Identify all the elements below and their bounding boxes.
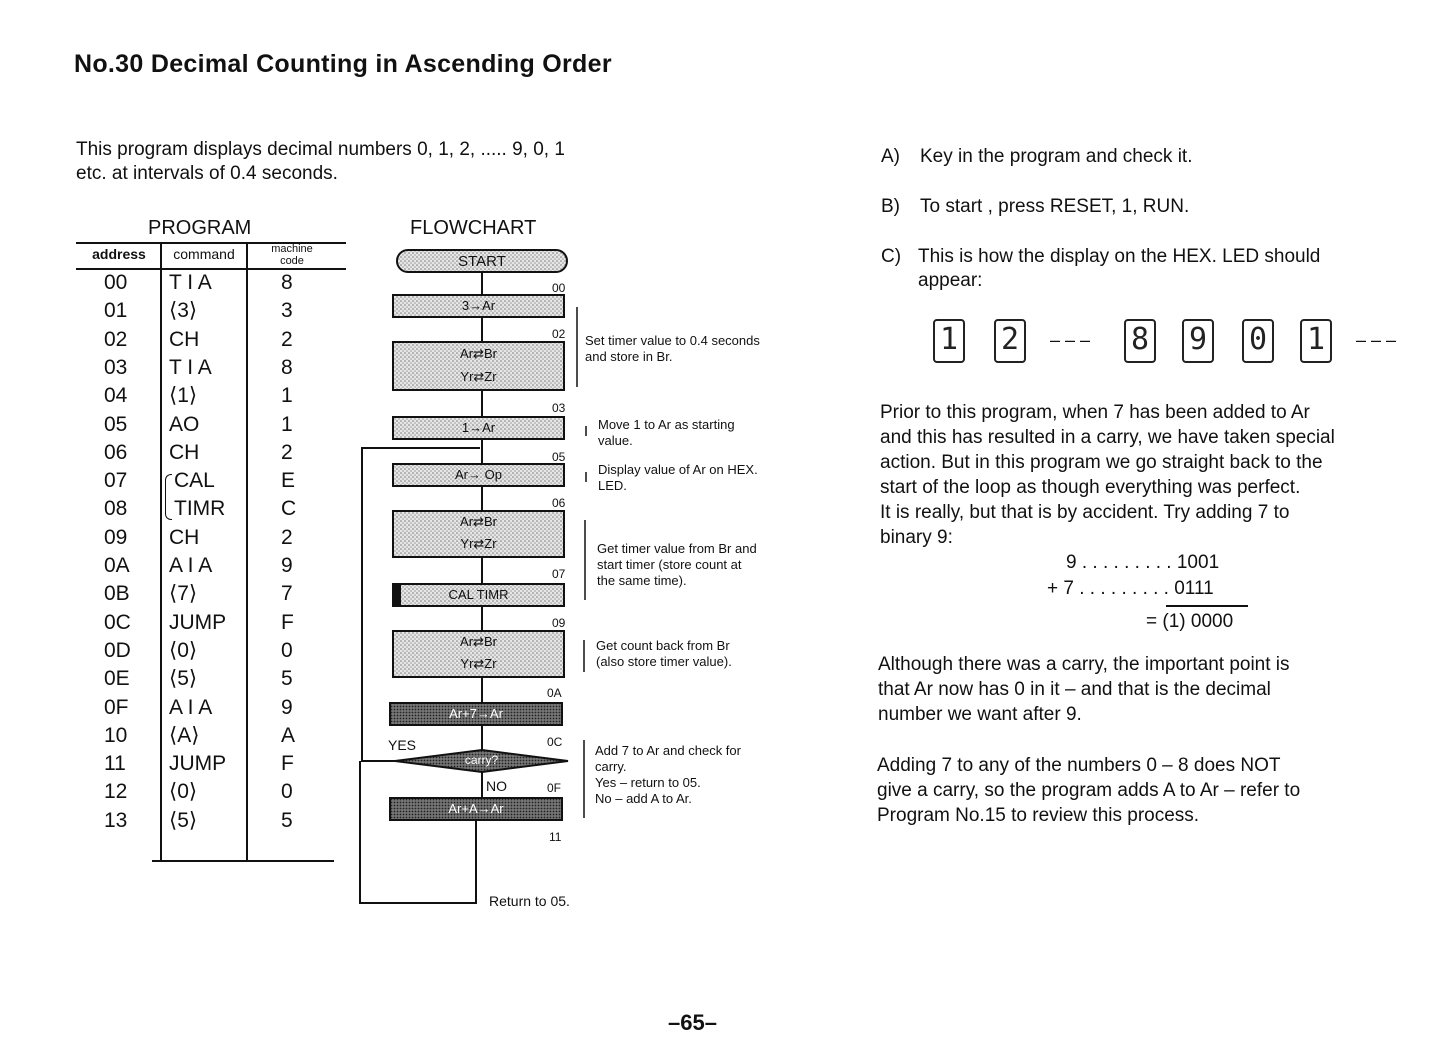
code-cell: F [281,610,294,634]
code-cell: 8 [281,271,293,294]
code-cell: 5 [281,808,293,832]
note-line: Move 1 to Ar as starting [598,417,735,432]
flow-addr-02: 02 [552,327,566,341]
box-cal-timr-label: CAL TIMR [448,587,509,602]
calc-result: = (1) 0000 [1146,611,1234,632]
box-exchange-3-line-2: Yr⇄Zr [460,656,497,671]
code-cell: 5 [281,667,293,691]
led-digit-2: 2 [994,319,1026,363]
led-dash-2: – – – [1356,330,1397,350]
code-cell: 8 [281,355,293,379]
note-line: value. [598,433,633,448]
note-line: and store in Br. [585,349,673,364]
address-cell: 0B [104,582,130,606]
code-cell: 2 [281,525,293,549]
intro-line-1: This program displays decimal numbers 0, 1, 2, ..... 9, 0, 1 [76,139,565,160]
text-line: It is really, but that is by accident. Try adding 7 to [880,502,1290,523]
text-line: number we want after 9. [878,704,1082,725]
calc-rule [1166,605,1248,607]
command-cell: ⟨0⟩ [169,638,198,662]
command-cell: T I A [169,271,212,294]
command-cell: ⟨0⟩ [169,780,198,804]
header-address: address [92,246,146,262]
note-get-count [596,638,732,670]
command-cell: A I A [169,695,213,719]
address-cell: 0E [104,667,130,691]
note-line: Display value of Ar on HEX. [598,462,758,477]
page-number: –65– [668,1010,717,1035]
header-code-line-2: code [280,255,304,267]
command-cell: A I A [169,554,213,577]
note-line: the same time). [597,573,687,588]
return-label: Return to 05. [489,893,570,909]
led-digit-4: 9 [1182,319,1214,363]
led-digit-1: 1 [933,319,965,363]
step-b-text: To start , press RESET, 1, RUN. [920,196,1190,217]
command-cell: T I A [169,355,212,379]
note-get-timer [597,541,757,589]
box-ar-to-op-label: Ar→ Op [455,467,502,482]
address-cell: 02 [104,327,128,351]
box-3-to-ar-label: 3→Ar [461,298,496,313]
flow-addr-03: 03 [552,401,566,415]
text-line: start of the loop as though everything was perfect. [880,477,1301,498]
code-cell: 7 [281,582,293,606]
return-loop-line [360,761,476,903]
text-line: that Ar now has 0 in it – and that is the decimal [878,679,1271,700]
address-cell: 0A [104,554,130,577]
box-exchange-2-line-1: Ar⇄Br [460,514,497,529]
note-line: Get count back from Br [596,638,730,653]
led-dash-1: – – – [1050,330,1091,350]
intro-line-2: etc. at intervals of 0.4 seconds. [76,163,338,184]
address-cell: 11 [104,752,126,776]
flow-addr-11: 11 [549,830,562,844]
command-cell: ⟨3⟩ [169,299,198,323]
flow-addr-09: 09 [552,616,566,630]
calc-row-1: 9 . . . . . . . . . 1001 [1066,552,1220,573]
code-cell: 0 [281,780,293,804]
command-cell: TIMR [174,497,226,521]
command-cell: CH [169,327,200,351]
box-add-a-label: Ar+A→Ar [448,801,504,816]
code-cell: E [281,469,296,493]
note-line: Set timer value to 0.4 seconds [585,333,760,348]
calc-row-2: + 7 . . . . . . . . . 0111 [1047,578,1214,599]
note-line: carry. [595,759,627,774]
step-c-text [918,245,1320,293]
flow-addr-05: 05 [552,450,566,464]
text-line: Adding 7 to any of the numbers 0 – 8 does NOT [877,755,1281,776]
step-c-label: C) [881,246,902,267]
command-cell: CAL [174,469,215,493]
led-digit-3: 8 [1124,319,1156,363]
command-cell: ⟨1⟩ [169,384,198,408]
box-exchange-2-line-2: Yr⇄Zr [460,536,497,551]
text-line: binary 9: [880,527,953,548]
box-1-to-ar-label: 1→Ar [461,420,496,435]
text-line: give a carry, so the program adds A to Ar – refer to [877,780,1301,801]
text-line: Prior to this program, when 7 has been added to Ar [880,402,1310,423]
code-cell: 9 [281,695,293,719]
address-cell: 12 [104,780,128,804]
address-cell: 05 [104,412,128,436]
address-cell: 01 [104,299,128,323]
text-line: Although there was a carry, the important point is [878,654,1290,675]
step-c-line-2: appear: [918,270,983,291]
code-cell: 1 [281,412,293,436]
flow-addr-0c: 0C [547,735,563,749]
program-number: No.30 [74,50,144,78]
code-cell: 3 [281,299,293,323]
address-cell: 03 [104,355,128,379]
address-cell: 0C [104,610,131,634]
step-b-label: B) [881,196,900,217]
command-cell: CH [169,525,200,549]
note-line: Add 7 to Ar and check for [595,743,741,758]
box-exchange-3-line-1: Ar⇄Br [460,634,497,649]
start-label: START [458,253,506,270]
note-move-1 [598,417,812,449]
text-line: Program No.15 to review this process. [877,805,1200,826]
header-command: command [173,246,235,262]
box-add-7-label: Ar+7→Ar [449,706,503,721]
flow-addr-0a: 0A [547,686,562,700]
flow-addr-06: 06 [552,496,566,510]
address-cell: 00 [104,271,128,294]
code-cell: 2 [281,440,293,464]
command-cell: ⟨5⟩ [169,808,198,832]
paragraph-although [878,652,1404,727]
code-cell: F [281,752,294,776]
step-a-text: Key in the program and check it. [920,146,1193,167]
text-line: and this has resulted in a carry, we have taken special [880,427,1335,448]
note-line: No – add A to Ar. [595,791,692,806]
command-cell: JUMP [169,752,227,776]
note-add-7 [595,743,741,807]
yes-label: YES [388,737,417,753]
code-cell: 1 [281,384,293,408]
command-cell: AO [169,412,200,436]
code-cell: 0 [281,638,293,662]
step-c-line-1: This is how the display on the HEX. LED should [918,246,1321,267]
flow-addr-00: 00 [552,281,566,295]
address-cell: 0F [104,695,129,719]
command-cell: ⟨A⟩ [169,723,200,747]
box-exchange-1-line-1: Ar⇄Br [460,346,497,361]
address-cell: 07 [104,469,128,493]
command-cell: CH [169,440,200,464]
command-cell: ⟨7⟩ [169,582,198,606]
command-cell: JUMP [169,610,227,634]
step-a-label: A) [881,146,900,167]
code-cell: 9 [281,554,293,577]
program-heading: PROGRAM [148,217,252,239]
address-cell: 09 [104,525,128,549]
program-title: Decimal Counting in Ascending Order [150,50,612,78]
address-cell: 04 [104,384,128,408]
led-digit-5: 0 [1242,319,1274,363]
code-cell: 2 [281,327,293,351]
flow-addr-0f: 0F [547,781,562,795]
address-cell: 10 [104,723,128,747]
text-line: action. But in this program we go straight back to the [880,452,1323,473]
note-display [598,462,758,494]
header-code-line-1: machine [271,243,313,255]
decision-carry-label: carry? [464,753,499,767]
box-exchange-1-line-2: Yr⇄Zr [460,369,497,384]
address-cell: 0D [104,638,131,662]
flowchart-heading: FLOWCHART [410,217,537,239]
note-line: Get timer value from Br and [597,541,757,556]
code-cell: A [281,723,296,747]
note-line: start timer (store count at [597,557,742,572]
note-line: LED. [598,478,627,493]
address-cell: 13 [104,808,128,832]
no-label: NO [486,778,507,794]
led-digit-6: 1 [1300,319,1332,363]
code-cell: C [281,497,297,521]
address-cell: 08 [104,497,128,521]
command-cell: ⟨5⟩ [169,667,198,691]
note-set-timer [585,333,760,365]
note-line: Yes – return to 05. [595,775,701,790]
paragraph-adding [877,753,1403,828]
paragraph-prior [880,400,1404,550]
address-cell: 06 [104,440,128,464]
flow-addr-07: 07 [552,567,566,581]
note-line: (also store timer value). [596,654,732,669]
